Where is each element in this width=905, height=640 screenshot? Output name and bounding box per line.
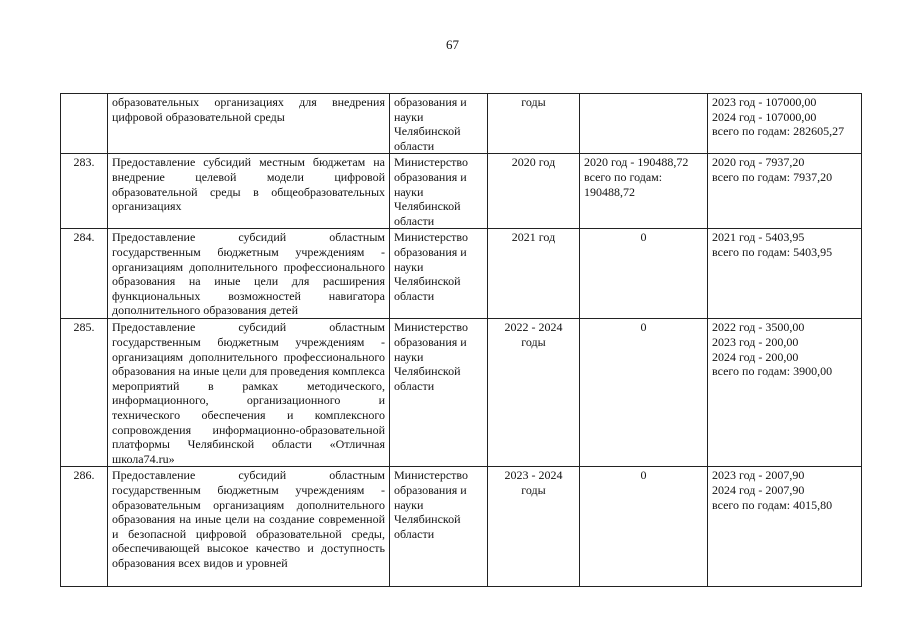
- table-row: [61, 154, 862, 229]
- funding-line: всего по годам: 4015,80: [712, 497, 833, 512]
- measure-name: образовательных организациях для внедрения цифровой образовательной среды: [108, 94, 390, 154]
- funding-line: 2024 год - 107000,00: [712, 109, 817, 124]
- federal-funding: 0: [580, 319, 708, 467]
- federal-funding: 0: [580, 229, 708, 319]
- funding-line: всего по годам: 3900,00: [712, 364, 833, 379]
- term: 2020 год: [488, 154, 580, 229]
- row-number: 284.: [61, 229, 108, 319]
- table-row: [61, 467, 862, 587]
- funding-line: 2021 год - 5403,95: [712, 230, 805, 245]
- executor: образования и науки Челябинской области: [390, 94, 488, 154]
- funding-line: 2020 год - 7937,20: [712, 155, 805, 170]
- row-number: [61, 94, 108, 154]
- executor: Министерство образования и науки Челябинской области: [390, 229, 488, 319]
- regional-funding: [708, 467, 862, 587]
- term: 2023 - 2024 годы: [488, 467, 580, 587]
- row-number: 285.: [61, 319, 108, 467]
- measures-table: [60, 93, 862, 587]
- regional-funding: [708, 154, 862, 229]
- row-number: 286.: [61, 467, 108, 587]
- funding-line: 2023 год - 2007,90: [712, 468, 805, 483]
- funding-line: всего по годам: 282605,27: [712, 124, 845, 139]
- page-number: 67: [446, 37, 459, 52]
- table-row: [61, 94, 862, 154]
- table-row: [61, 319, 862, 467]
- funding-line: 2023 год - 107000,00: [712, 95, 817, 109]
- federal-funding: [580, 94, 708, 154]
- regional-funding: [708, 229, 862, 319]
- funding-line: 2024 год - 2007,90: [712, 482, 805, 497]
- executor: Министерство образования и науки Челябинской области: [390, 154, 488, 229]
- executor: Министерство образования и науки Челябинской области: [390, 319, 488, 467]
- row-number: 283.: [61, 154, 108, 229]
- funding-line: 2023 год - 200,00: [712, 334, 799, 349]
- term: 2021 год: [488, 229, 580, 319]
- term: 2022 - 2024 годы: [488, 319, 580, 467]
- funding-line: 2024 год - 200,00: [712, 349, 799, 364]
- funding-line: 2022 год - 3500,00: [712, 320, 805, 335]
- measure-name: Предоставление субсидий областным государственным бюджетным учреждениям - организациям дополнительного профессионального образования на иные цели для проведения комплекса мероприятий в рамках методического, информационного, организационного и технического обеспечения и комплексного сопровождения информационно-образовательной платформы Челябинской области «Отличная школа74.ru»: [108, 319, 390, 467]
- table-row: [61, 229, 862, 319]
- regional-funding: [708, 319, 862, 467]
- regional-funding: [708, 94, 862, 154]
- funding-line: всего по годам: 7937,20: [712, 169, 833, 184]
- term: годы: [488, 94, 580, 154]
- federal-funding: 0: [580, 467, 708, 587]
- executor: Министерство образования и науки Челябинской области: [390, 467, 488, 587]
- measure-name: Предоставление субсидий областным государственным бюджетным учреждениям - образовательным организациям дополнительного образования на иные цели на создание современной и безопасной цифровой образовательной среды, обеспечивающей высокое качество и доступность образования всех видов и уровней: [108, 467, 390, 587]
- federal-funding: 2020 год - 190488,72 всего по годам: 190488,72: [580, 154, 708, 229]
- funding-line: всего по годам: 5403,95: [712, 244, 833, 259]
- measure-name: Предоставление субсидий областным государственным бюджетным учреждениям - организациям дополнительного профессионального образования на иные цели для расширения функциональных возможностей навигатора дополнительного образования детей: [108, 229, 390, 319]
- measure-name: Предоставление субсидий местным бюджетам на внедрение целевой модели цифровой образовательной среды в общеобразовательных организациях: [108, 154, 390, 229]
